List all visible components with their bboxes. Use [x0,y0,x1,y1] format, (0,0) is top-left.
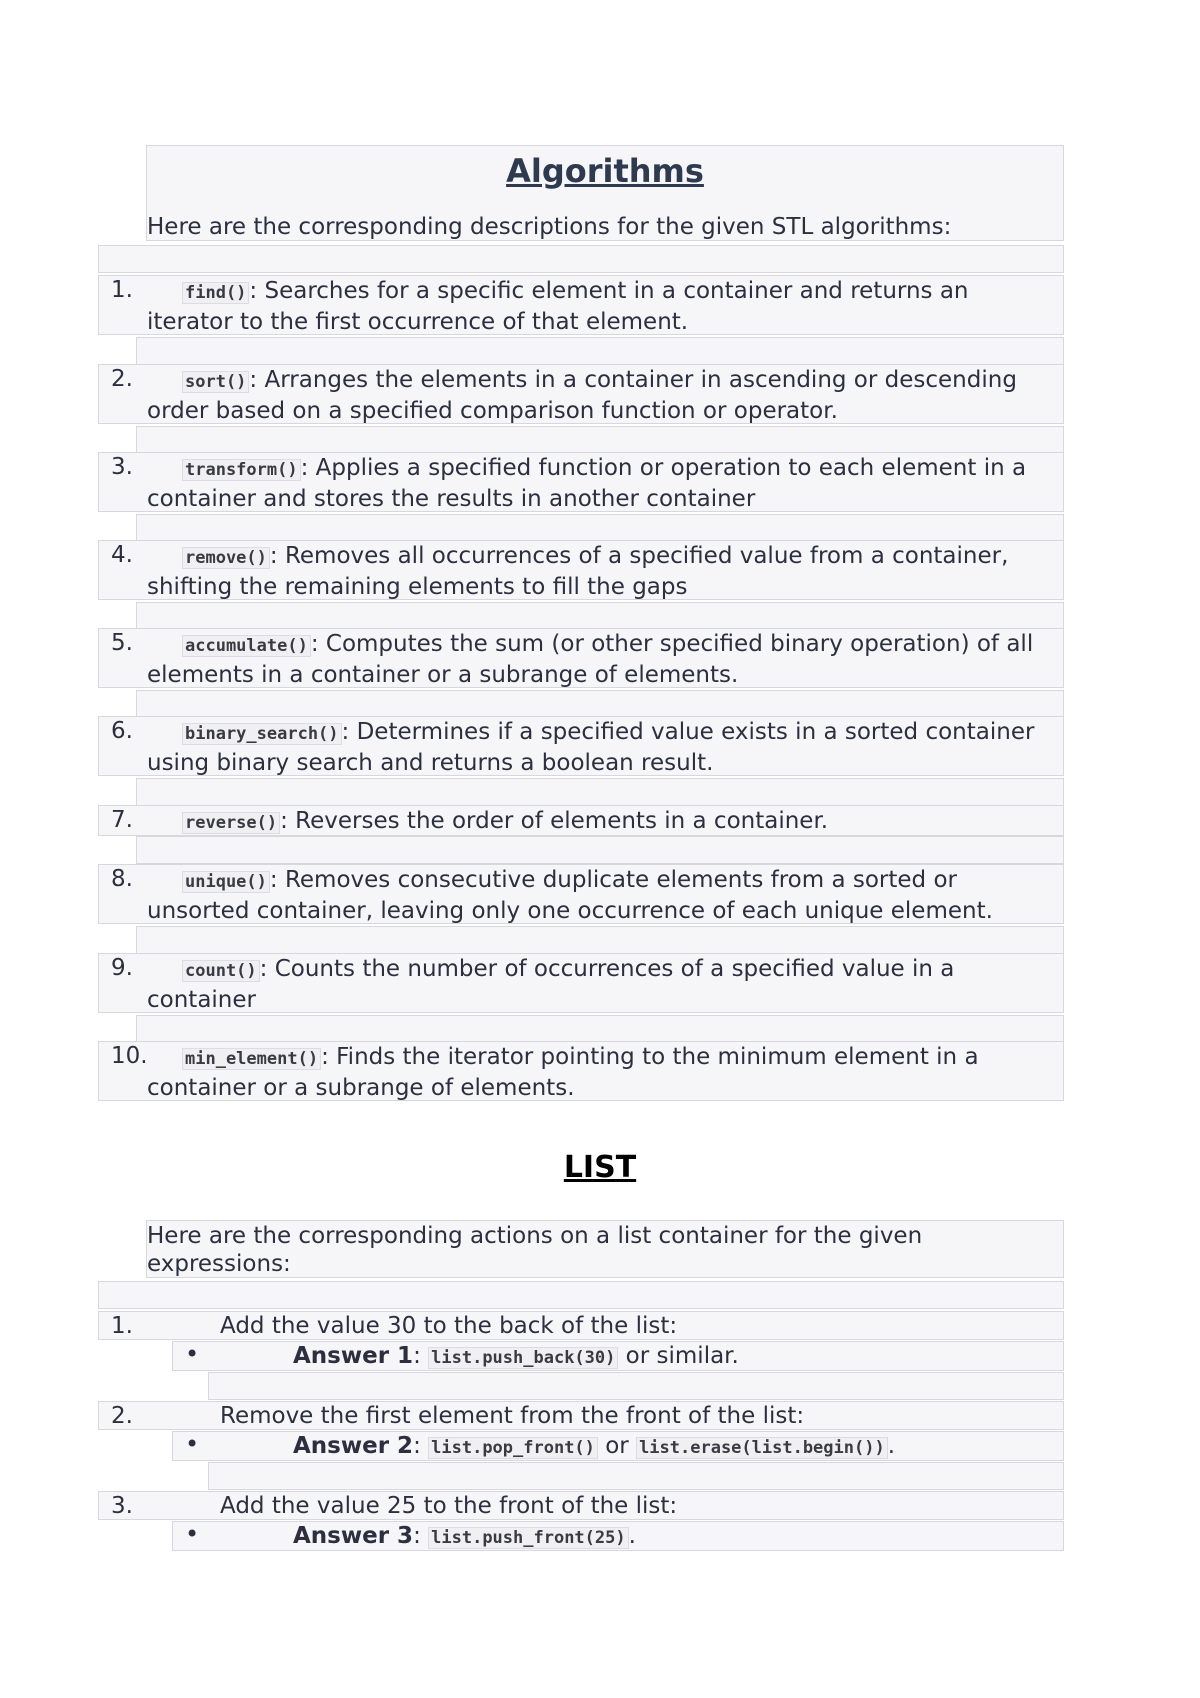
algorithms-intro: Here are the corresponding descriptions for the given STL algorithms: [147,214,952,240]
question-text: Add the value 30 to the back of the list: [220,1313,678,1339]
spacer-row [136,514,1064,542]
answer-separator: : [413,1433,429,1459]
list-answer [172,1521,1064,1551]
answer-suffix: or similar. [618,1343,739,1369]
item-description: : Determines if a specified value exists in a sorted container using binary search and returns a boolean result. [147,719,1035,776]
algorithm-item [98,628,1064,688]
question-number: 1. [111,1313,133,1339]
item-text [147,718,1055,778]
algorithm-item [98,805,1064,836]
spacer-row [136,1015,1064,1043]
spacer-row [208,1462,1064,1490]
answer-text [293,1343,739,1369]
algorithm-item [98,452,1064,512]
answer-code-alt: list.erase(list.begin()) [636,1437,888,1459]
answer-text [293,1433,895,1459]
algorithms-header-box [146,145,1064,241]
algorithm-item [98,275,1064,335]
function-name: unique() [182,871,270,893]
spacer-row [136,337,1064,365]
answer-separator: : [413,1523,429,1549]
answer-label: Answer 2 [293,1433,414,1459]
page-title: Algorithms [506,152,704,190]
function-name: sort() [182,371,249,393]
function-name: count() [182,960,260,982]
answer-label: Answer 1 [293,1343,414,1369]
item-text [147,1043,1055,1103]
item-description: : Reverses the order of elements in a container. [280,808,829,834]
algorithm-item [98,1041,1064,1101]
list-question [98,1401,1064,1430]
item-number: 8. [111,866,133,892]
bullet-icon: • [185,1340,200,1368]
function-name: min_element() [182,1048,321,1070]
item-description: : Applies a specified function or operation to each element in a container and stores the results in another container [147,455,1027,512]
item-text [147,366,1055,426]
bullet-icon: • [185,1520,200,1548]
algorithm-item [98,864,1064,924]
item-number: 10. [111,1043,148,1069]
item-description: : Removes all occurrences of a specified value from a container, shifting the remaining elements to fill the gaps [147,543,1009,600]
bullet-icon: • [185,1430,200,1458]
list-answer [172,1431,1064,1461]
item-number: 3. [111,454,133,480]
list-question [98,1311,1064,1340]
list-question [98,1491,1064,1520]
function-name: binary_search() [182,723,342,745]
algorithm-item [98,953,1064,1013]
answer-separator: : [413,1343,429,1369]
algorithm-item [98,540,1064,600]
function-name: find() [182,282,249,304]
question-number: 3. [111,1493,133,1519]
item-number: 9. [111,955,133,981]
item-text [147,630,1055,690]
answer-label: Answer 3 [293,1523,414,1549]
item-number: 2. [111,366,133,392]
question-text: Remove the first element from the front of the list: [220,1403,805,1429]
spacer-row [136,926,1064,954]
answer-code: list.push_front(25) [428,1527,628,1549]
algorithm-item [98,716,1064,776]
item-text [147,807,1055,838]
answer-end: . [887,1433,896,1459]
item-text [147,454,1055,514]
function-name: transform() [182,459,301,481]
item-number: 5. [111,630,133,656]
item-text [147,277,1055,337]
function-name: reverse() [182,812,280,834]
answer-end: . [628,1523,636,1549]
question-text: Add the value 25 to the front of the list: [220,1493,678,1519]
spacer-row [136,690,1064,718]
list-intro: Here are the corresponding actions on a list container for the given expressions: [146,1220,1064,1278]
item-description: : Arranges the elements in a container in ascending or descending order based on a specified comparison function or operator. [147,367,1017,424]
item-description: : Removes consecutive duplicate elements from a sorted or unsorted container, leaving only one occurrence of each unique element. [147,867,993,924]
item-number: 1. [111,277,133,303]
answer-connector: or [597,1433,637,1459]
function-name: accumulate() [182,635,311,657]
answer-code: list.pop_front() [428,1437,598,1459]
item-text [147,955,1055,1015]
question-number: 2. [111,1403,133,1429]
algorithm-item [98,364,1064,424]
function-name: remove() [182,547,270,569]
section-title: LIST [563,1150,637,1185]
answer-text [293,1523,636,1549]
list-answer [172,1341,1064,1371]
item-text [147,866,1055,926]
item-description: : Counts the number of occurrences of a specified value in a container [147,956,955,1013]
item-description: : Computes the sum (or other specified binary operation) of all elements in a container or a subrange of elements. [147,631,1034,688]
spacer-row [136,778,1064,806]
item-description: : Finds the iterator pointing to the minimum element in a container or a subrange of elements. [147,1044,979,1101]
item-number: 6. [111,718,133,744]
spacer-row [98,1281,1064,1309]
answer-code: list.push_back(30) [428,1347,618,1369]
spacer-row [98,245,1064,273]
spacer-row [136,602,1064,630]
spacer-row [136,836,1064,864]
spacer-row [208,1372,1064,1400]
spacer-row [136,426,1064,454]
item-description: : Searches for a specific element in a container and returns an iterator to the first occurrence of that element. [147,278,969,335]
item-number: 4. [111,542,133,568]
item-number: 7. [111,807,133,833]
item-text [147,542,1055,602]
